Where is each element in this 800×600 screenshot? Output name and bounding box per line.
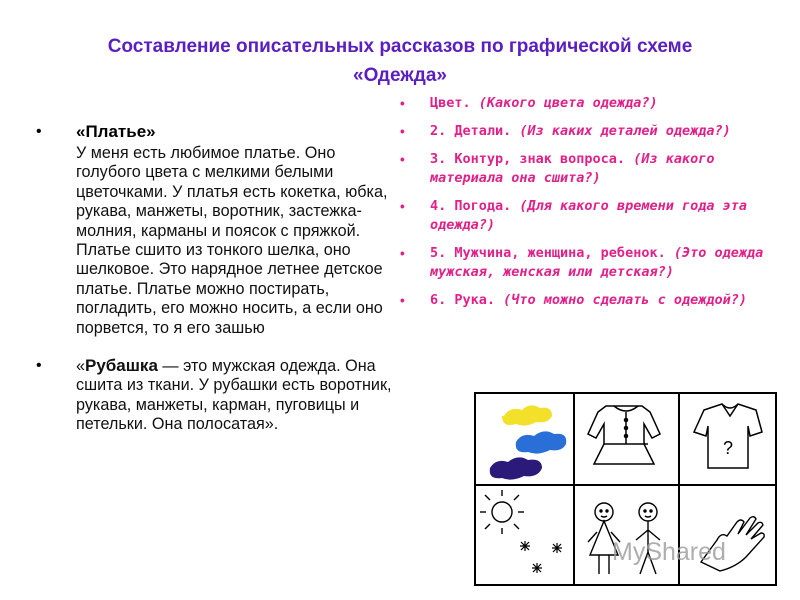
title-line-1: Составление описательных рассказов по графической схеме <box>107 36 693 57</box>
bullet: • <box>400 246 405 261</box>
question-hint: (Для какого времени года эта одежда?) <box>430 198 747 233</box>
question-hint: (Это одежда мужская, женская или детская?) <box>430 245 764 280</box>
question-label: Цвет. <box>430 95 479 111</box>
story-shirt-open-quote: « <box>76 357 86 376</box>
question-label: 2. Детали. <box>430 123 520 139</box>
story-shirt-text <box>76 356 396 435</box>
weather-icon <box>480 490 524 534</box>
question-label: 3. Контур, знак вопроса. <box>430 151 634 167</box>
story-shirt <box>36 356 396 435</box>
color-clouds-icon <box>490 405 567 479</box>
question-hint: (Из какого материала она сшита?) <box>430 151 715 186</box>
dark-cloud <box>490 457 542 479</box>
dress-details-icon <box>588 406 660 464</box>
bullet: • <box>36 357 42 375</box>
question-hint: (Из каких деталей одежда?) <box>519 123 731 139</box>
bullet: • <box>400 96 405 111</box>
question-label: 6. Рука. <box>430 292 504 308</box>
story-shirt-word: Рубашка <box>85 356 158 376</box>
question-hint: (Что можно сделать с одеждой?) <box>503 292 747 308</box>
watermark: MyShared <box>612 538 726 566</box>
page-title <box>0 32 800 90</box>
question-label: 4. Погода. <box>430 198 520 214</box>
question-hint: (Какого цвета одежда?) <box>478 95 658 111</box>
story-dress <box>36 122 396 338</box>
question-item <box>398 291 768 310</box>
shirt-outline-icon <box>694 404 762 468</box>
story-shirt-rest: — это мужская одежда. Она сшита из ткани. У рубашки есть воротник, рукава, манжеты, карман, пуговицы и петельки. Она полосатая». <box>76 357 392 434</box>
snowflake-icons <box>520 541 562 573</box>
question-item <box>398 122 768 141</box>
story-dress-heading: «Платье» <box>76 122 156 141</box>
bullet: • <box>36 123 42 140</box>
blue-cloud <box>516 431 567 453</box>
story-dress-body: У меня есть любимое платье. Оно голубого цвета с мелкими белыми цветочками. У платья есть кокетка, юбка, рукава, манжеты, воротник, застежка-молния, карманы и поясок с пряжкой. Платье сшито из тонкого шелка, оно шелковое. Это нарядное летнее детское платье. Платье можно постирать, погладить, его можно носить, а если оно порвется, то я его зашью <box>76 144 388 337</box>
bullet: • <box>400 199 405 214</box>
question-item <box>398 150 768 188</box>
question-item <box>398 244 768 282</box>
story-column <box>36 122 396 435</box>
question-label: 5. Мужчина, женщина, ребенок. <box>430 245 674 261</box>
title-close-quote: » <box>436 65 447 86</box>
bullet: • <box>400 293 405 308</box>
question-mark: ? <box>723 438 734 458</box>
question-item <box>398 197 768 235</box>
title-open-quote: « <box>353 65 364 86</box>
bullet: • <box>400 124 405 139</box>
questions-list <box>398 94 768 319</box>
title-word: Одежда <box>363 65 437 86</box>
bullet: • <box>400 152 405 167</box>
question-item <box>398 94 768 113</box>
yellow-cloud <box>502 405 552 425</box>
title-line-2 <box>0 61 800 90</box>
